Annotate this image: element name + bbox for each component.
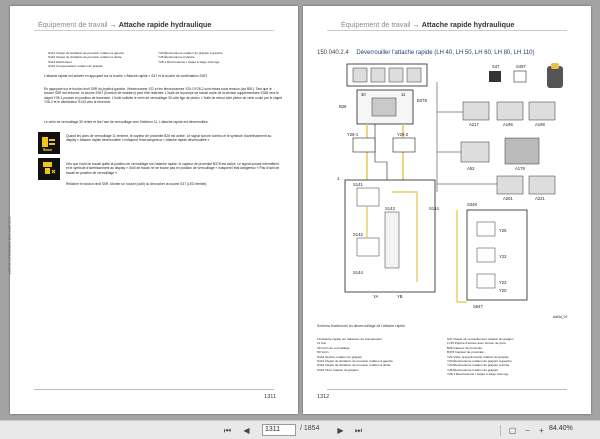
- label-a201: A201: [503, 196, 513, 201]
- legend-item: Y20 Électrovanne rotation du grappin à gauche: [447, 359, 512, 364]
- hydraulic-line: [375, 124, 387, 180]
- last-page-button[interactable]: [352, 424, 365, 437]
- label-y20: Y20: [499, 288, 507, 293]
- hydraulic-schematic: [317, 62, 579, 320]
- legend-item: S142 Clapet de limitation de pression rotation à droite: [48, 55, 122, 60]
- label-n1: 1: [337, 176, 340, 181]
- label-b26: B26: [339, 104, 347, 109]
- zoom-in-button[interactable]: [535, 424, 548, 437]
- switch-s47-icon: [489, 71, 501, 82]
- legend-item: Y20 Électrovanne rotation du grappin à gauche: [158, 51, 223, 55]
- legend-item: [158, 64, 278, 68]
- legend-item: 11 Axe: [317, 341, 327, 346]
- section-title: [317, 50, 535, 56]
- paragraph: Relâcher le bouton droit S5R. Monter un nouvel (outil) ou décrocher la touche S47 (LED éteinte).: [66, 182, 208, 186]
- legend-item: Y25 Électrovanne rotation du grappin: [447, 367, 499, 372]
- valve-section-s348: [467, 210, 527, 300]
- header-title: Attache rapide hydraulique: [118, 20, 212, 29]
- label-s348: S348: [467, 202, 477, 207]
- legend-item: 50 Vérin: [317, 350, 329, 355]
- unit-a178: [505, 138, 539, 164]
- label-a221: A221: [535, 196, 545, 201]
- valve-s141: [357, 188, 379, 206]
- figure-caption: Schéma fonctionnel du déverrouillage de l'attache rapide: [317, 324, 406, 328]
- legend-item: S47 Clapet de verrouillement rotation du grappin: [447, 337, 514, 341]
- legend-item: S144 Tiroir rotation du grappin: [317, 367, 359, 372]
- unit-a221: [529, 176, 555, 194]
- paragraph: Dès que l'outil de travail quitte la position de verrouillage sur l'attache rapide, le capteur de proximité B378 est activé. Le signal sonore intermittent et le symbole d'avertissement au display « Outil de travail ne se trouve pas en position de verrouillage » indiquent l'état dangereux « Pas d'outil de travail en position de verrouillage ».: [66, 162, 280, 175]
- label-b378: B378: [417, 98, 427, 103]
- valve-s142: [357, 238, 379, 256]
- zoom-out-icon: −: [525, 426, 530, 435]
- header-title: Attache rapide hydraulique: [421, 20, 515, 29]
- side-document-code: LHR 60 LITRONIC/LHR-LH-NR 1174: [8, 216, 12, 274]
- label-n30: 30: [361, 92, 366, 97]
- valve-y25: [477, 222, 495, 236]
- valve-y28-1: [353, 138, 375, 152]
- header-arrow: →: [412, 20, 420, 29]
- zoom-in-icon: +: [539, 426, 544, 435]
- legend-item: Y25 Électrovanne Cylindre: [158, 55, 195, 60]
- fit-page-icon: ▢: [508, 426, 517, 435]
- legend-item: B378 Capteur de proximité: [447, 350, 484, 355]
- label-a186: A186: [503, 122, 513, 127]
- unit-a186: [497, 102, 523, 120]
- left-page: [10, 6, 298, 414]
- label-y28-1: Y28-1: [347, 132, 359, 137]
- paragraph: En appuyant sur le bouton droit S5R du joystick gauche, l'électrovanne Y22 et les électrovannes Y25-1/Y28-2 sont mises sous tension (via B51). Tant que le bouton S5R est enfoncé, la touche S497 (fonction de maintien) peut être relâchée. L'huile de la pompe de travail coule de la section supplémentaire S348 vers le clapet Y28-1 poussé en position de traversée. L'huile sollicite le vérin de verrouillage 30 côté tige de piston. L'huile de retour côté piston du vérin coule par le clapet Y28-2 et le distributeur S143 vers le réservoir.: [44, 87, 282, 105]
- warning-unlocked-icon: [38, 132, 60, 154]
- label-a52: A52: [467, 166, 475, 171]
- legend-item: S143 Section rotation du grappin: [317, 354, 363, 359]
- warning-tool-icon: [38, 158, 60, 180]
- valve-element: [407, 68, 421, 82]
- legend-list: [48, 51, 278, 69]
- joystick-button-icon: [551, 63, 559, 69]
- legend-item: Y22 Valve proportionnelle rotation du grappin: [447, 354, 509, 359]
- label-s547: S547: [473, 304, 483, 309]
- legend-item: 10 Attache rapide sur balancier de manutention: [317, 337, 382, 341]
- legend-item: 30 Vérin de verrouillage: [317, 345, 350, 350]
- page-number: 1311: [264, 394, 276, 400]
- legend-item: [317, 372, 447, 376]
- spool-s143: [385, 212, 399, 268]
- paragraph: Le vérin de verrouillage 30 rentre et tire l'axe de verrouillage vers l'intérieur 11. L'attache rapide est déverrouillée.: [44, 120, 209, 124]
- first-page-icon: ⏮: [223, 425, 232, 435]
- next-page-icon: ▶: [337, 426, 344, 435]
- page-number: 1312: [317, 394, 330, 400]
- header-divider: [34, 30, 274, 31]
- legend-item: S143 Distributeur: [48, 59, 72, 64]
- label-s141: S141: [353, 182, 363, 187]
- page-header: [341, 20, 514, 29]
- previous-page-icon: ◀: [243, 426, 250, 435]
- label-code: Aa0ld_02: [553, 315, 568, 319]
- unit-a217: [463, 102, 489, 120]
- fit-page-button[interactable]: [506, 424, 519, 437]
- label-s47: S47: [492, 64, 500, 69]
- valve-element: [353, 68, 367, 82]
- previous-page-button[interactable]: [240, 424, 253, 437]
- zoom-out-button[interactable]: [521, 424, 534, 437]
- switch-s497-icon: [514, 71, 526, 82]
- legend-item: Y28-1 Électrovanne / clapet à siège côté tige: [158, 59, 220, 64]
- label-ya: YA: [373, 294, 379, 299]
- unit-a201: [497, 176, 523, 194]
- header-divider: [327, 30, 567, 31]
- valve-element: [389, 68, 403, 82]
- first-page-button[interactable]: [221, 424, 234, 437]
- label-s144: S144: [429, 206, 439, 211]
- viewer-toolbar: [0, 420, 600, 439]
- unit-a52: [461, 142, 489, 162]
- paragraph: Quand les axes de verrouillage 11 rentrent, le capteur de proximité B26 est activé. Le signal sonore continu et le symbole d'avertissement au display « Attache rapide déverrouillée » indiquent l'état dangereux « Attache rapide déverrouillée ».: [66, 134, 272, 143]
- joystick-icon: [547, 66, 563, 88]
- label-y22: Y22: [499, 254, 507, 259]
- legend-item: Y23 Électrovanne rotation du grappin à droite: [447, 363, 510, 368]
- piston: [372, 98, 396, 116]
- hydraulic-hose: [457, 210, 467, 302]
- label-yb: YB: [397, 294, 403, 299]
- label-a188: A188: [535, 122, 545, 127]
- legend-item: S141 Clapet de limitation de pression rotation à gauche: [48, 51, 125, 55]
- total-pages: / 1854: [300, 425, 320, 432]
- valve-element: [371, 68, 385, 82]
- label-n11: 11: [401, 92, 406, 97]
- header-arrow: →: [109, 20, 117, 29]
- valve-y22: [477, 248, 495, 262]
- legend-item: Y28-1 Électrovanne / clapet à siège côté tige: [447, 372, 509, 377]
- legend-item: B26 Capteur de proximité: [447, 345, 483, 350]
- last-page-icon: ⏭: [354, 425, 363, 435]
- label-s142: S142: [353, 232, 363, 237]
- header-section: Équipement de travail: [38, 20, 108, 29]
- section-heading: Déverrouiller l'attache rapide (LH 40, LH 50, LH 60, LH 80, LH 110): [356, 50, 535, 56]
- legend-item: 1745 Pupitre d'entrée avec bouton de pivot: [447, 341, 506, 346]
- label-y25: Y25: [499, 228, 507, 233]
- header-section: Équipement de travail: [341, 20, 411, 29]
- footer-divider: [34, 389, 274, 390]
- paragraph: L'attache rapide est activée en appuyant sur la touche « Attache rapide » S47 et la touche de confirmation S497.: [44, 74, 209, 78]
- zoom-level[interactable]: 84.40%: [549, 425, 573, 432]
- right-page: [303, 6, 591, 414]
- label-a178: A178: [515, 166, 525, 171]
- toolbar-divider: [500, 425, 501, 436]
- legend-list: [317, 337, 577, 377]
- label-a217: A217: [469, 122, 479, 127]
- label-s497: S497: [516, 64, 526, 69]
- label-y28-2: Y28-2: [397, 132, 409, 137]
- legend-item: S144 Compensateur rotation du grappin: [48, 64, 104, 69]
- unit-a188: [529, 102, 555, 120]
- legend-item: S141 Clapet de limitation de pression rotation à gauche: [317, 359, 394, 364]
- page-header: [38, 20, 211, 29]
- label-y23: Y23: [499, 280, 507, 285]
- label-s144: S144: [353, 270, 363, 275]
- label-s143: S143: [385, 206, 395, 211]
- legend-item: S142 Clapet de limitation de pression rotation à droite: [317, 363, 391, 368]
- footer-divider: [327, 389, 567, 390]
- section-number: 150.040.2.4: [317, 50, 349, 56]
- valve-y28-2: [393, 138, 415, 152]
- wiring: [437, 82, 497, 192]
- next-page-button[interactable]: [334, 424, 347, 437]
- valve-y23: [477, 274, 495, 288]
- page-number-input[interactable]: 1311: [262, 424, 296, 436]
